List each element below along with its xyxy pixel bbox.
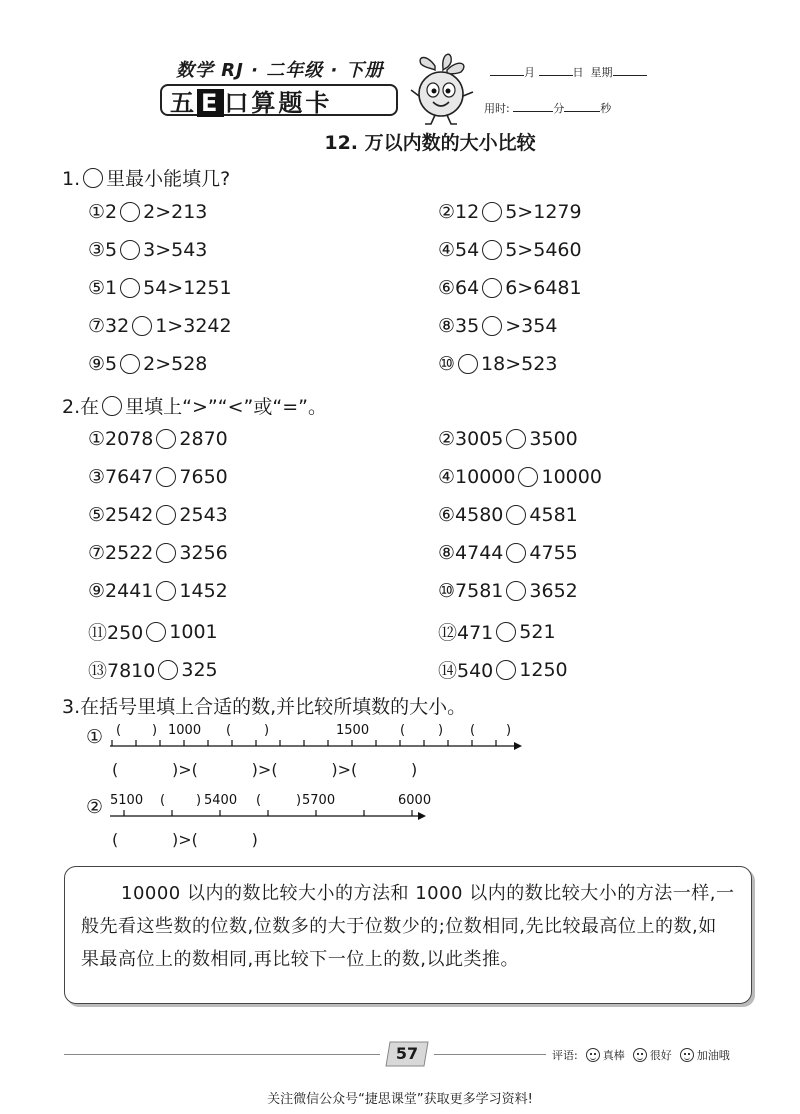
subject-line: 数学 RJ · 二年级 · 下册 [176,60,384,81]
nl2-label: 5100 [110,793,144,808]
s1-item-1-right: 2>213 [143,201,208,223]
s1-item-5 [88,277,232,299]
circle-icon [102,396,122,416]
eval-label: 评语: [552,1049,578,1062]
s1-item-4-left: ④54 [438,239,480,261]
nl2-label: 5700 [302,793,336,808]
paren-open[interactable]: ( [191,830,198,849]
nl2-label: ( [160,793,166,808]
seconds-label: 秒 [600,102,612,115]
s2-item-6-right: 4581 [529,504,578,526]
smiley-face-icon [680,1048,694,1062]
date-fields [490,64,647,80]
eval-option-2: 很好 [649,1049,672,1062]
s2-item-4-right: 10000 [541,466,602,488]
gt-sign: > [337,760,351,779]
s2-item-4 [438,466,602,488]
nl1-label: ) [152,723,158,738]
gt-sign: > [178,760,192,779]
answer-circle[interactable] [506,581,526,601]
line2-index: ② [86,796,104,818]
day-blank[interactable] [539,65,573,76]
s1-item-9-right: 2>528 [143,353,208,375]
paren-open[interactable]: ( [112,830,119,849]
nl1-label: ) [438,723,444,738]
page-number: 57 [395,1044,419,1063]
radish-mascot-icon [405,50,479,128]
s1-item-10-right: 18>523 [481,353,558,375]
answer-circle[interactable] [120,240,140,260]
s1-item-1-left: ①2 [88,201,118,223]
s2-item-2-right: 3500 [529,428,578,450]
nl1-label: ) [264,723,270,738]
answer-circle[interactable] [506,505,526,525]
answer-circle[interactable] [156,581,176,601]
gt-sign: > [257,760,272,779]
nl1-label: 1500 [336,723,370,738]
s2-item-2-left: ②3005 [438,428,504,450]
s2-item-10-left: ⑩7581 [438,580,504,602]
paren-close[interactable]: ) [331,760,338,779]
tip-text: 10000 以内的数比较大小的方法和 1000 以内的数比较大小的方法一样,一般先看这些数的位数,位数多的大于位数少的;位数相同,先比较最高位上的数,如果最高位上的数相同,再比较下一位上的数,以此类推。 [81,883,735,970]
s1-item-2-right: 5>1279 [505,201,582,223]
s2-item-5 [88,504,228,526]
nl1-label: ( [400,723,406,738]
s2-item-4-left: ④10000 [438,466,516,488]
tip-box [64,866,752,1004]
lesson-title: 12. 万以内数的大小比较 [324,132,536,154]
s1-item-3-left: ③5 [88,239,118,261]
answer-circle[interactable] [482,278,502,298]
section1-suffix: 里最小能填几? [106,168,231,190]
wechat-promo: 关注微信公众号“捷思课堂”获取更多学习资料! [267,1092,533,1107]
paren-close[interactable]: ) [251,760,258,779]
answer-circle[interactable] [146,622,166,642]
s1-item-2-left: ②12 [438,201,480,223]
nl2-label: ) [196,793,202,808]
s1-item-8 [438,315,557,337]
s2-item-10 [438,580,578,602]
paren-close[interactable]: ) [172,760,179,779]
s2-item-7 [88,542,228,564]
weekday-blank[interactable] [613,65,647,76]
s2-item-3-right: 7650 [179,466,228,488]
s1-item-4-right: 5>5460 [505,239,582,261]
answer-circle[interactable] [156,429,176,449]
answer-circle[interactable] [120,278,140,298]
answer-circle[interactable] [482,202,502,222]
answer-circle[interactable] [506,543,526,563]
number-line-2 [110,788,440,824]
section1-title [62,164,230,191]
s2-item-5-left: ⑤2542 [88,504,154,526]
s2-item-14 [438,656,568,683]
answer-circle[interactable] [506,429,526,449]
s2-item-7-right: 3256 [179,542,228,564]
s2-item-1 [88,428,228,450]
seconds-blank[interactable] [564,101,600,112]
answer-circle[interactable] [156,543,176,563]
time-fields [484,100,611,116]
s1-item-6-right: 6>6481 [505,277,582,299]
paren-open[interactable]: ( [271,760,278,779]
s2-item-10-right: 3652 [529,580,578,602]
nl1-label: ) [506,723,512,738]
answer-circle[interactable] [158,660,178,680]
answer-circle[interactable] [482,240,502,260]
nl1-label: 1000 [168,723,202,738]
answer-circle[interactable] [156,505,176,525]
s2-item-12 [438,618,556,645]
s1-item-1 [88,201,207,223]
s1-item-7-right: 1>3242 [155,315,232,337]
eval-option-1: 真棒 [602,1049,625,1062]
number-line-1 [110,718,530,754]
time-label: 用时: [484,102,510,115]
nl2-label: ( [256,793,262,808]
footer-divider-left [64,1054,380,1055]
brand-text [170,83,332,118]
answer-circle[interactable] [458,354,478,374]
s2-item-12-right: 521 [519,620,556,643]
s2-item-11-left: ⑪250 [88,622,144,644]
s1-item-3-right: 3>543 [143,239,208,261]
s2-item-2 [438,428,578,450]
s2-item-14-right: 1250 [519,658,568,681]
brand-logo [160,84,398,116]
s2-item-8 [438,542,578,564]
s1-item-3 [88,239,207,261]
eval-option-3: 加油哦 [696,1049,730,1062]
s1-item-2 [438,201,582,223]
s1-item-10 [438,353,557,375]
line1-index: ① [86,726,104,748]
circle-icon [83,168,103,188]
section2-suffix: 里填上“>”“<”或“=”。 [125,396,327,418]
section1-prefix: 1. [62,168,81,190]
paren-open[interactable]: ( [350,760,358,779]
s2-item-6 [438,504,578,526]
line1-answer-row [112,760,417,779]
s1-item-8-right: >354 [505,315,558,337]
nl2-label: 6000 [398,793,432,808]
weekday-label: 星期 [590,66,613,79]
paren-open[interactable]: ( [112,760,119,779]
answer-circle[interactable] [482,316,502,336]
s2-item-3 [88,466,228,488]
answer-circle[interactable] [496,660,516,680]
s2-item-1-left: ①2078 [88,428,154,450]
s2-item-13-left: ⑬7810 [88,660,156,682]
s1-item-6 [438,277,582,299]
s2-item-9 [88,580,228,602]
s2-item-13 [88,656,218,683]
s1-item-10-left: ⑩ [438,353,456,375]
answer-circle[interactable] [156,467,176,487]
paren-close[interactable]: ) [410,760,418,779]
nl2-label: ) [296,793,302,808]
section2-prefix: 2.在 [62,396,100,418]
s1-item-5-right: 54>1251 [143,277,232,299]
minutes-label: 分 [553,102,565,115]
s2-item-14-left: ⑭540 [438,660,494,682]
nl1-label: ( [470,723,476,738]
gt-sign: > [178,830,192,849]
s2-item-9-left: ⑨2441 [88,580,154,602]
s2-item-9-right: 1452 [179,580,228,602]
nl1-label: ( [226,723,232,738]
s2-item-6-left: ⑥4580 [438,504,504,526]
answer-circle[interactable] [496,622,516,642]
minutes-blank[interactable] [513,101,553,112]
s2-item-7-left: ⑦2522 [88,542,154,564]
s1-item-7 [88,315,232,337]
brand-e: E [197,89,224,117]
s2-item-3-left: ③7647 [88,466,154,488]
s2-item-12-left: ⑫471 [438,622,494,644]
paren-open[interactable]: ( [191,760,198,779]
nl2-label: 5400 [204,793,238,808]
s2-item-13-right: 325 [181,658,218,681]
s2-item-1-right: 2870 [179,428,228,450]
footer-divider-right [434,1054,546,1055]
day-label: 日 [572,66,584,79]
s2-item-11 [88,618,218,645]
line2-answer-row [112,830,258,849]
month-label: 月 [524,66,535,79]
paren-close[interactable]: ) [172,830,179,849]
month-blank[interactable] [490,65,524,76]
section3-title: 3.在括号里填上合适的数,并比较所填数的大小。 [62,696,467,718]
evaluation-row [552,1047,730,1063]
s1-item-4 [438,239,582,261]
paren-close[interactable]: ) [251,830,258,849]
answer-circle[interactable] [120,202,140,222]
answer-circle[interactable] [132,316,152,336]
s1-item-5-left: ⑤1 [88,277,118,299]
brand-prefix: 五 [170,88,197,117]
s1-item-9-left: ⑨5 [88,353,118,375]
answer-circle[interactable] [518,467,538,487]
s2-item-8-left: ⑧4744 [438,542,504,564]
s2-item-5-right: 2543 [179,504,228,526]
nl1-label: ( [116,723,122,738]
s1-item-9 [88,353,207,375]
s2-item-8-right: 4755 [529,542,578,564]
s1-item-8-left: ⑧35 [438,315,480,337]
s1-item-7-left: ⑦32 [88,315,130,337]
section2-title [62,392,327,419]
s2-item-11-right: 1001 [169,620,218,643]
answer-circle[interactable] [120,354,140,374]
brand-suffix: 口算题卡 [224,88,333,117]
smiley-face-icon [633,1048,647,1062]
s1-item-6-left: ⑥64 [438,277,480,299]
smiley-face-icon [586,1048,600,1062]
